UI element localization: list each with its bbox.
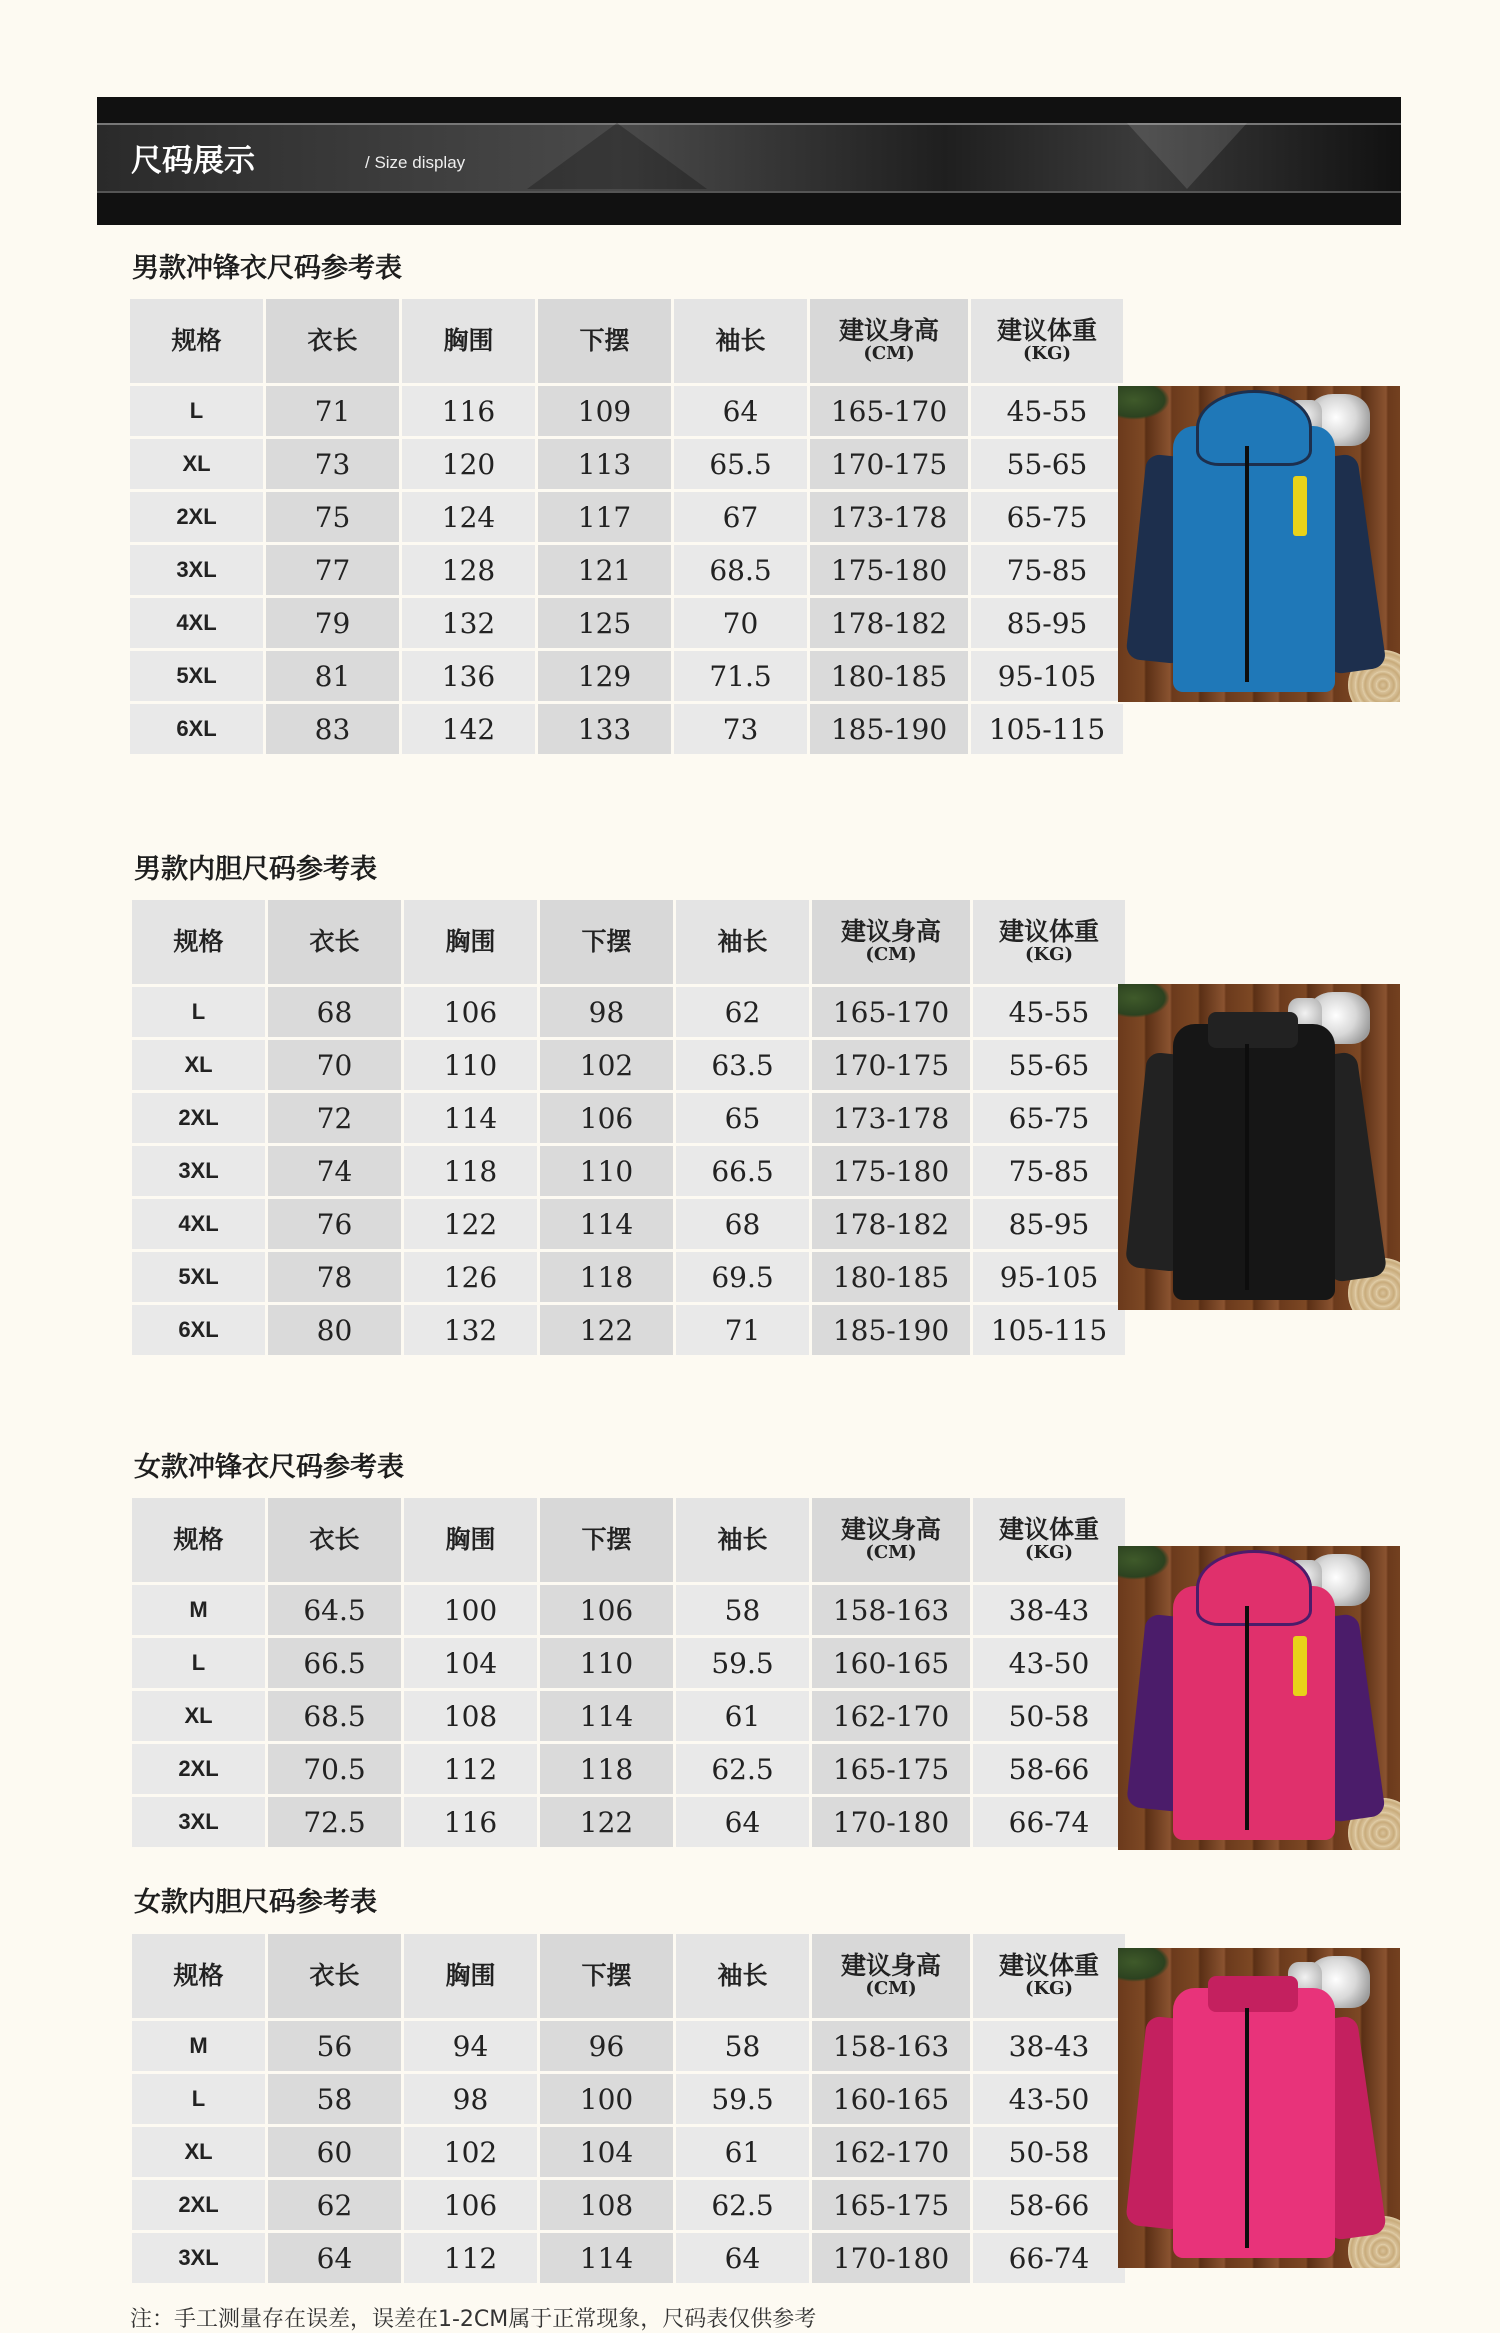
value-cell: 120 <box>402 439 535 489</box>
value-cell: 64 <box>676 2233 809 2283</box>
value-cell: 128 <box>402 545 535 595</box>
value-cell: 113 <box>538 439 671 489</box>
value-cell: 75-85 <box>971 545 1123 595</box>
table-row <box>130 651 1123 701</box>
table-row <box>130 386 1123 436</box>
value-cell: 58 <box>676 2021 809 2071</box>
value-cell: 45-55 <box>973 987 1125 1037</box>
table-row <box>132 1040 1125 1090</box>
value-cell: 78 <box>268 1252 401 1302</box>
banner-subtitle: / Size display <box>365 153 466 172</box>
table-row <box>130 492 1123 542</box>
jacket-zip <box>1245 2008 1249 2248</box>
jacket-zip <box>1245 446 1249 682</box>
value-cell: 72.5 <box>268 1797 401 1847</box>
size-cell: L <box>132 2074 265 2124</box>
product-photo-blue-jacket <box>1118 386 1400 702</box>
value-cell: 173-178 <box>810 492 968 542</box>
value-cell: 142 <box>402 704 535 754</box>
value-cell: 175-180 <box>810 545 968 595</box>
value-cell: 55-65 <box>973 1040 1125 1090</box>
value-cell: 160-165 <box>812 2074 970 2124</box>
value-cell: 158-163 <box>812 2021 970 2071</box>
header-sleeve: 袖长 <box>674 299 807 383</box>
jacket-body <box>1173 1024 1335 1300</box>
value-cell: 43-50 <box>973 1638 1125 1688</box>
header-chest: 胸围 <box>404 1498 537 1582</box>
size-cell: L <box>132 1638 265 1688</box>
value-cell: 132 <box>402 598 535 648</box>
size-table <box>129 897 1128 1358</box>
value-cell: 162-170 <box>812 2127 970 2177</box>
value-cell: 60 <box>268 2127 401 2177</box>
value-cell: 165-170 <box>810 386 968 436</box>
size-cell: 3XL <box>132 1146 265 1196</box>
value-cell: 158-163 <box>812 1585 970 1635</box>
size-cell: XL <box>130 439 263 489</box>
header-length: 衣长 <box>268 900 401 984</box>
value-cell: 61 <box>676 2127 809 2177</box>
value-cell: 50-58 <box>973 1691 1125 1741</box>
value-cell: 133 <box>538 704 671 754</box>
table-row <box>132 1691 1125 1741</box>
size-cell: 5XL <box>130 651 263 701</box>
banner-decoration <box>1127 123 1247 189</box>
value-cell: 116 <box>404 1797 537 1847</box>
value-cell: 105-115 <box>971 704 1123 754</box>
value-cell: 71.5 <box>674 651 807 701</box>
value-cell: 114 <box>540 1691 673 1741</box>
value-cell: 126 <box>404 1252 537 1302</box>
value-cell: 69.5 <box>676 1252 809 1302</box>
value-cell: 121 <box>538 545 671 595</box>
value-cell: 108 <box>404 1691 537 1741</box>
value-cell: 58-66 <box>973 1744 1125 1794</box>
value-cell: 68.5 <box>268 1691 401 1741</box>
value-cell: 71 <box>266 386 399 436</box>
banner-decoration <box>527 123 707 189</box>
value-cell: 180-185 <box>810 651 968 701</box>
value-cell: 65.5 <box>674 439 807 489</box>
table-title: 男款内胆尺码参考表 <box>134 854 377 885</box>
value-cell: 81 <box>266 651 399 701</box>
value-cell: 45-55 <box>971 386 1123 436</box>
size-cell: L <box>130 386 263 436</box>
value-cell: 112 <box>404 2233 537 2283</box>
value-cell: 67 <box>674 492 807 542</box>
jacket-hood <box>1196 1550 1312 1626</box>
size-cell: M <box>132 1585 265 1635</box>
header-spec: 规格 <box>132 1498 265 1582</box>
jacket-figure <box>1118 386 1400 702</box>
value-cell: 112 <box>404 1744 537 1794</box>
value-cell: 43-50 <box>973 2074 1125 2124</box>
value-cell: 110 <box>540 1638 673 1688</box>
value-cell: 136 <box>402 651 535 701</box>
size-cell: 2XL <box>132 2180 265 2230</box>
size-table <box>129 1931 1128 2286</box>
value-cell: 62.5 <box>676 1744 809 1794</box>
size-cell: 3XL <box>130 545 263 595</box>
value-cell: 73 <box>266 439 399 489</box>
jacket-hood <box>1196 390 1312 466</box>
size-cell: XL <box>132 2127 265 2177</box>
table-title: 女款内胆尺码参考表 <box>134 1887 377 1918</box>
value-cell: 66-74 <box>973 2233 1125 2283</box>
value-cell: 59.5 <box>676 2074 809 2124</box>
table-title: 男款冲锋衣尺码参考表 <box>132 253 402 284</box>
value-cell: 77 <box>266 545 399 595</box>
size-cell: 2XL <box>132 1744 265 1794</box>
header-weight: 建议体重 (KG) <box>971 299 1123 383</box>
value-cell: 68 <box>676 1199 809 1249</box>
value-cell: 180-185 <box>812 1252 970 1302</box>
header-hem: 下摆 <box>540 900 673 984</box>
value-cell: 178-182 <box>812 1199 970 1249</box>
size-cell: 3XL <box>132 2233 265 2283</box>
value-cell: 58 <box>268 2074 401 2124</box>
value-cell: 95-105 <box>973 1252 1125 1302</box>
value-cell: 66.5 <box>268 1638 401 1688</box>
value-cell: 117 <box>538 492 671 542</box>
value-cell: 98 <box>540 987 673 1037</box>
value-cell: 96 <box>540 2021 673 2071</box>
value-cell: 104 <box>540 2127 673 2177</box>
size-table <box>129 1495 1128 1850</box>
value-cell: 124 <box>402 492 535 542</box>
value-cell: 178-182 <box>810 598 968 648</box>
value-cell: 64 <box>674 386 807 436</box>
table-row <box>132 1146 1125 1196</box>
jacket-collar <box>1208 1976 1298 2012</box>
size-cell: 4XL <box>132 1199 265 1249</box>
value-cell: 79 <box>266 598 399 648</box>
footnote: 注：手工测量存在误差，误差在1-2CM属于正常现象，尺码表仅供参考 <box>130 2307 817 2332</box>
value-cell: 62 <box>676 987 809 1037</box>
jacket-zip <box>1245 1044 1249 1290</box>
value-cell: 125 <box>538 598 671 648</box>
value-cell: 109 <box>538 386 671 436</box>
value-cell: 104 <box>404 1638 537 1688</box>
table-title: 女款冲锋衣尺码参考表 <box>134 1452 404 1483</box>
value-cell: 106 <box>540 1585 673 1635</box>
value-cell: 65-75 <box>973 1093 1125 1143</box>
section-banner <box>97 97 1401 225</box>
value-cell: 106 <box>540 1093 673 1143</box>
value-cell: 170-175 <box>812 1040 970 1090</box>
value-cell: 83 <box>266 704 399 754</box>
value-cell: 62.5 <box>676 2180 809 2230</box>
header-sleeve: 袖长 <box>676 1934 809 2018</box>
value-cell: 185-190 <box>812 1305 970 1355</box>
value-cell: 56 <box>268 2021 401 2071</box>
size-cell: 4XL <box>130 598 263 648</box>
header-sleeve: 袖长 <box>676 1498 809 1582</box>
value-cell: 102 <box>540 1040 673 1090</box>
header-spec: 规格 <box>132 1934 265 2018</box>
header-spec: 规格 <box>130 299 263 383</box>
size-cell: L <box>132 987 265 1037</box>
value-cell: 65-75 <box>971 492 1123 542</box>
value-cell: 105-115 <box>973 1305 1125 1355</box>
value-cell: 95-105 <box>971 651 1123 701</box>
value-cell: 118 <box>540 1744 673 1794</box>
value-cell: 108 <box>540 2180 673 2230</box>
header-sleeve: 袖长 <box>676 900 809 984</box>
value-cell: 68 <box>268 987 401 1037</box>
table-row <box>130 545 1123 595</box>
size-cell: 6XL <box>132 1305 265 1355</box>
table-row <box>132 1305 1125 1355</box>
value-cell: 64 <box>676 1797 809 1847</box>
table-row <box>132 1744 1125 1794</box>
value-cell: 160-165 <box>812 1638 970 1688</box>
table-row <box>130 439 1123 489</box>
value-cell: 98 <box>404 2074 537 2124</box>
size-cell: 3XL <box>132 1797 265 1847</box>
table-row <box>132 1093 1125 1143</box>
value-cell: 71 <box>676 1305 809 1355</box>
size-cell: 2XL <box>130 492 263 542</box>
header-height: 建议身高 (CM) <box>812 900 970 984</box>
value-cell: 70 <box>268 1040 401 1090</box>
header-length: 衣长 <box>268 1934 401 2018</box>
value-cell: 38-43 <box>973 1585 1125 1635</box>
jacket-body <box>1173 1988 1335 2258</box>
value-cell: 80 <box>268 1305 401 1355</box>
product-photo-pink-jacket <box>1118 1546 1400 1850</box>
header-chest: 胸围 <box>404 900 537 984</box>
header-height: 建议身高 (CM) <box>812 1498 970 1582</box>
value-cell: 114 <box>540 2233 673 2283</box>
value-cell: 61 <box>676 1691 809 1741</box>
value-cell: 162-170 <box>812 1691 970 1741</box>
product-photo-black-fleece <box>1118 984 1400 1310</box>
value-cell: 94 <box>404 2021 537 2071</box>
size-table <box>127 296 1126 757</box>
header-hem: 下摆 <box>540 1934 673 2018</box>
product-photo-pink-fleece <box>1118 1948 1400 2268</box>
value-cell: 65 <box>676 1093 809 1143</box>
jacket-accent <box>1293 1636 1307 1696</box>
jacket-figure <box>1118 984 1400 1310</box>
value-cell: 185-190 <box>810 704 968 754</box>
value-cell: 59.5 <box>676 1638 809 1688</box>
value-cell: 102 <box>404 2127 537 2177</box>
table-row <box>132 2021 1125 2071</box>
value-cell: 73 <box>674 704 807 754</box>
value-cell: 85-95 <box>973 1199 1125 1249</box>
table-row <box>132 2127 1125 2177</box>
jacket-figure <box>1118 1948 1400 2268</box>
size-cell: 2XL <box>132 1093 265 1143</box>
value-cell: 66.5 <box>676 1146 809 1196</box>
value-cell: 114 <box>404 1093 537 1143</box>
value-cell: 58-66 <box>973 2180 1125 2230</box>
value-cell: 100 <box>540 2074 673 2124</box>
header-length: 衣长 <box>266 299 399 383</box>
jacket-collar <box>1208 1012 1298 1048</box>
value-cell: 106 <box>404 2180 537 2230</box>
value-cell: 72 <box>268 1093 401 1143</box>
value-cell: 62 <box>268 2180 401 2230</box>
header-hem: 下摆 <box>538 299 671 383</box>
value-cell: 122 <box>540 1797 673 1847</box>
value-cell: 63.5 <box>676 1040 809 1090</box>
size-cell: 5XL <box>132 1252 265 1302</box>
value-cell: 70.5 <box>268 1744 401 1794</box>
value-cell: 122 <box>404 1199 537 1249</box>
value-cell: 114 <box>540 1199 673 1249</box>
header-weight: 建议体重 (KG) <box>973 900 1125 984</box>
value-cell: 170-175 <box>810 439 968 489</box>
table-row <box>132 2074 1125 2124</box>
value-cell: 58 <box>676 1585 809 1635</box>
table-row <box>132 1585 1125 1635</box>
table-row <box>132 987 1125 1037</box>
value-cell: 170-180 <box>812 2233 970 2283</box>
value-cell: 70 <box>674 598 807 648</box>
value-cell: 129 <box>538 651 671 701</box>
header-weight: 建议体重 (KG) <box>973 1934 1125 2018</box>
jacket-zip <box>1245 1606 1249 1830</box>
header-hem: 下摆 <box>540 1498 673 1582</box>
header-chest: 胸围 <box>404 1934 537 2018</box>
table-row <box>130 704 1123 754</box>
value-cell: 75-85 <box>973 1146 1125 1196</box>
size-cell: XL <box>132 1040 265 1090</box>
size-cell: XL <box>132 1691 265 1741</box>
size-cell: M <box>132 2021 265 2071</box>
header-height: 建议身高 (CM) <box>810 299 968 383</box>
value-cell: 175-180 <box>812 1146 970 1196</box>
value-cell: 106 <box>404 987 537 1037</box>
value-cell: 116 <box>402 386 535 436</box>
table-row <box>132 1797 1125 1847</box>
value-cell: 165-175 <box>812 1744 970 1794</box>
value-cell: 75 <box>266 492 399 542</box>
value-cell: 100 <box>404 1585 537 1635</box>
value-cell: 173-178 <box>812 1093 970 1143</box>
value-cell: 55-65 <box>971 439 1123 489</box>
value-cell: 38-43 <box>973 2021 1125 2071</box>
value-cell: 165-175 <box>812 2180 970 2230</box>
value-cell: 110 <box>540 1146 673 1196</box>
value-cell: 50-58 <box>973 2127 1125 2177</box>
table-row <box>132 2233 1125 2283</box>
jacket-figure <box>1118 1546 1400 1850</box>
value-cell: 118 <box>404 1146 537 1196</box>
value-cell: 74 <box>268 1146 401 1196</box>
banner-title: 尺码展示 <box>131 143 255 179</box>
value-cell: 170-180 <box>812 1797 970 1847</box>
value-cell: 68.5 <box>674 545 807 595</box>
value-cell: 165-170 <box>812 987 970 1037</box>
value-cell: 132 <box>404 1305 537 1355</box>
table-row <box>130 598 1123 648</box>
value-cell: 64.5 <box>268 1585 401 1635</box>
table-row <box>132 2180 1125 2230</box>
header-weight: 建议体重 (KG) <box>973 1498 1125 1582</box>
table-row <box>132 1199 1125 1249</box>
value-cell: 85-95 <box>971 598 1123 648</box>
header-chest: 胸围 <box>402 299 535 383</box>
size-cell: 6XL <box>130 704 263 754</box>
header-spec: 规格 <box>132 900 265 984</box>
jacket-accent <box>1293 476 1307 536</box>
value-cell: 64 <box>268 2233 401 2283</box>
value-cell: 122 <box>540 1305 673 1355</box>
table-row <box>132 1252 1125 1302</box>
value-cell: 118 <box>540 1252 673 1302</box>
value-cell: 76 <box>268 1199 401 1249</box>
header-height: 建议身高 (CM) <box>812 1934 970 2018</box>
table-row <box>132 1638 1125 1688</box>
value-cell: 110 <box>404 1040 537 1090</box>
value-cell: 66-74 <box>973 1797 1125 1847</box>
header-length: 衣长 <box>268 1498 401 1582</box>
